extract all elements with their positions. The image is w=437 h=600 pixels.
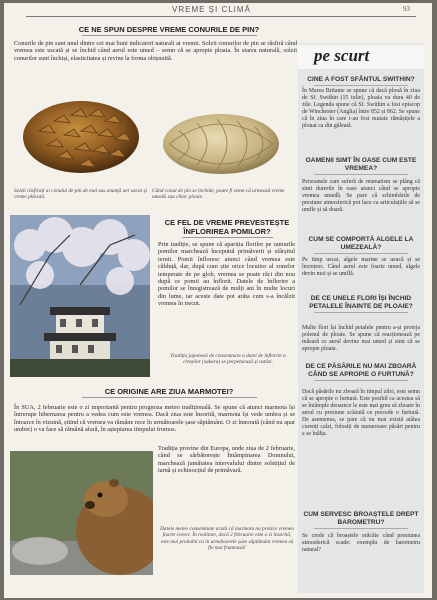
cherry-body: Prin tradiție, se spune că apariția florilor pe ramurile pomilor marchează începutul primăverii și sfârșitul iernii. Pomii înfloresc atunci când vremea este călduță, dar, după cum știe orice locuitor al zonelor temperate de pe glob, vremea se poate răci din nou după ce pomii au înflorit. Datele de înflorire a pomilor se înregistrează de mulți ani în multe locuri din lume, iar aceste date pot arăta cum s-a încălzit vremea în trecut. bbox=[158, 241, 295, 308]
sidebar-body-frogs: Se crede că broaștele orăcăie când presiunea atmosferică scade: exemplu de barometru natural? bbox=[302, 533, 420, 553]
sidebar-heading-birds: DE CE PĂSĂRILE NU MAI ZBOARĂ CÂND SE APROPIE O FURTUNĂ? bbox=[302, 363, 420, 381]
groundhog-heading: CE ORIGINE ARE ZIUA MARMOTEI? bbox=[44, 387, 294, 398]
sidebar-heading-algae: CUM SE COMPORTĂ ALGELE LA UMEZEALĂ? bbox=[302, 236, 420, 254]
pine-heading: CE NE SPUN DESPRE VREME CONURILE DE PIN? bbox=[78, 25, 260, 34]
sidebar-heading-flowers: DE CE UNELE FLORI ÎȘI ÎNCHID PETALELE ÎNAINTE DE PLOAIE? bbox=[302, 295, 420, 313]
sidebar-heading-frogs: CUM SERVESC BROAȘTELE DREPT BAROMETRU? bbox=[302, 511, 420, 529]
section-title: VREME ȘI CLIMĂ bbox=[172, 5, 251, 14]
cherry-caption: Tradiția japoneză de consemnare a datei de înflorire a cireșilor (sakura) se perpetuează și astăzi. bbox=[170, 353, 286, 366]
page-number: 93 bbox=[403, 5, 410, 13]
closed-pine-cone-image bbox=[159, 107, 284, 181]
groundhog-caption: Datele meteo consemnate arată că marmota nu prezice vremea foarte corect. În realitate, dacă 2 februarie este o zi însorită, este mai probabil ca în următoarele șase săptămâni vremea să fie mai frumoasă! bbox=[160, 526, 294, 552]
pine-caption-left: Solzii răsfirați ai conului de pin de mai sus anunță aer uscat și vreme plăcută. bbox=[14, 188, 148, 201]
open-pine-cone-image bbox=[19, 91, 149, 183]
sidebar-body-bones: Persoanele care suferă de reumatism se plâng că simt durerile în oase atunci când se apropie vremea umedă. Se pare că schimbările de presiune atmosferică pot face ca articulațiile să se umfle și să doară. bbox=[302, 179, 420, 213]
groundhog-body-top: În SUA, 2 februarie este o zi importantă pentru prognoza meteo tradițională. Se spune că atunci marmota își întrerupe hibernarea pentru a vedea cum este vremea. Dacă ziua este însorită, marmota își vede umbra și se întoarce în vizuină, știind că vremea va rămâne rece în următoarele șase săptămâni. O zi înnorată (când nu apar umbre) o va face să rămână afară, în așteptarea timpului frumos. bbox=[14, 404, 295, 434]
sidebar-banner bbox=[298, 45, 424, 69]
sidebar-title: pe scurt bbox=[314, 46, 370, 65]
sidebar-heading-swithin: CINE A FOST SFÂNTUL SWITHIN? bbox=[302, 76, 420, 86]
book-page bbox=[4, 3, 432, 598]
pine-caption-right: Când conul de pin se închide, poate fi semn că urmează vreme umedă sau chiar ploaie. bbox=[152, 188, 285, 201]
header-rule bbox=[26, 16, 416, 17]
groundhog-body-right: Tradiția provine din Europa, unde ziua de 2 februarie, când se sărbătorește Întâmpinarea Domnului, marchează jumătatea intervalului dintre solstițiul de iarnă și echinocțiul de primăvară. bbox=[158, 445, 295, 475]
sidebar-body-flowers: Multe flori își închid petalele pentru a-și proteja polenul de ploaie. Se spune că reacționează pe măsură ce aerul devine mai umed și simt că se apropie ploaia. bbox=[302, 325, 420, 352]
pe-scurt-sidebar bbox=[298, 43, 424, 593]
sidebar-body-algae: Pe timp uscat, algele marine se usucă și se încrețesc. Când aerul este foarte umed, algele devin moi și se umflă. bbox=[302, 257, 420, 277]
cherry-blossom-castle-image bbox=[10, 215, 150, 377]
sidebar-body-birds: Dacă păsările nu zboară în timpul zilei, este semn că se apropie o furtună. Este posibil ca acestea să se întâmple deoarece le este mai greu să zboare în aerul cu presiune scăzută ce precede o furtună. De asemenea, se pare că nu mai există atâtea curenți calzi, folosiți de numeroase păsări pentru a se înălța. bbox=[302, 389, 420, 437]
pine-body: Conurile de pin sunt unul dintre cei mai buni indicatori naturali ai vremii. Solzii conurilor de pin se răsfiră când vremea este uscată și se închid când aerul este umed – semn că se apropie ploaia. În starea naturală, solzii conurilor sunt închiși, elasticitatea și revine la forma obișnuită. bbox=[14, 40, 297, 62]
sidebar-heading-bones: OAMENII SIMT ÎN OASE CUM ESTE VREMEA? bbox=[302, 157, 420, 175]
cherry-heading: CE FEL DE VREME PREVESTEȘTE ÎNFLORIREA POMILOR? bbox=[164, 218, 290, 236]
sidebar-body-swithin: În Marea Britanie se spune că dacă plouă în ziua de Sf. Swithin (15 iulie), ploaia va dura 40 de zile. Legenda spune că Sf. Swithin a fost episcop de Winchester (Anglia) între 852 și 862. Se spune că în ziua în care i-au fost mutate rămășițele a plouat ca din găleată. bbox=[302, 88, 420, 129]
groundhog-image bbox=[10, 451, 153, 575]
